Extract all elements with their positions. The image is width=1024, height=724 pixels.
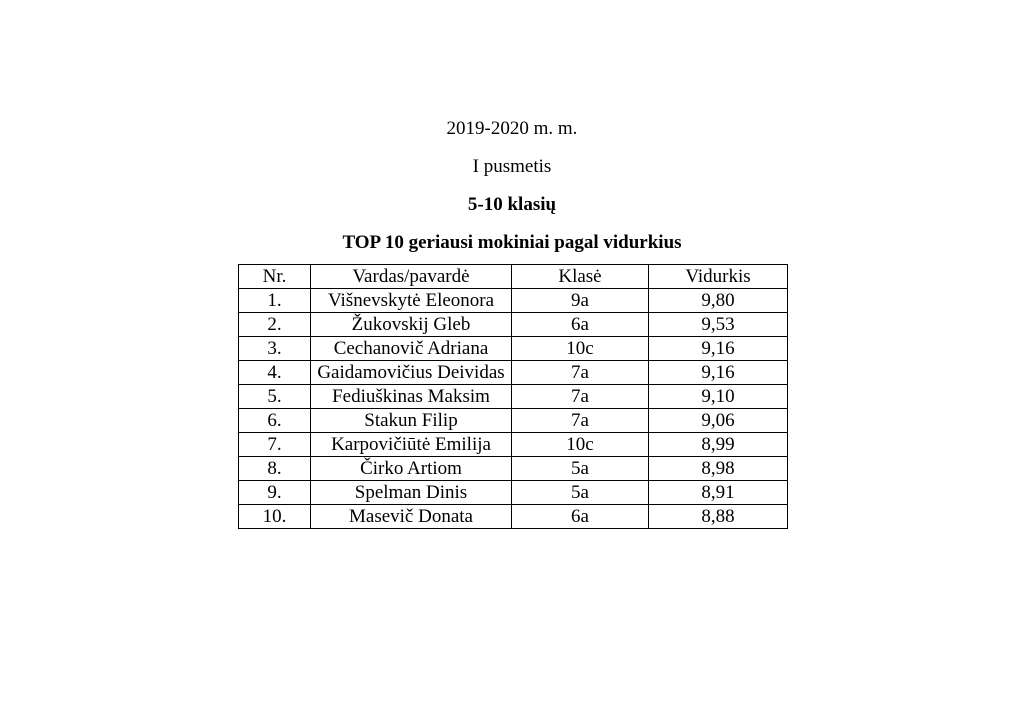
cell-name: Spelman Dinis [311,481,512,505]
cell-class: 10c [512,337,649,361]
cell-average: 9,16 [649,361,788,385]
table-row [239,433,788,457]
cell-average: 8,88 [649,505,788,529]
cell-nr: 9. [239,481,311,505]
table-title: TOP 10 geriausi mokiniai pagal vidurkius [342,232,682,253]
cell-nr: 5. [239,385,311,409]
table-row [239,385,788,409]
cell-class: 7a [512,361,649,385]
cell-class: 5a [512,457,649,481]
cell-name: Čirko Artiom [311,457,512,481]
cell-class: 10c [512,433,649,457]
cell-class: 7a [512,385,649,409]
cell-nr: 6. [239,409,311,433]
cell-nr: 8. [239,457,311,481]
column-header-class: Klasė [512,265,649,289]
table-row [239,505,788,529]
cell-nr: 7. [239,433,311,457]
grades-heading: 5-10 klasių [467,194,557,215]
column-header-nr: Nr. [239,265,311,289]
cell-average: 9,80 [649,289,788,313]
cell-average: 9,06 [649,409,788,433]
table-row [239,361,788,385]
cell-nr: 3. [239,337,311,361]
cell-average: 8,99 [649,433,788,457]
cell-average: 8,91 [649,481,788,505]
school-year-heading: 2019-2020 m. m. [446,118,578,139]
table-row [239,289,788,313]
cell-average: 9,16 [649,337,788,361]
cell-name: Fediuškinas Maksim [311,385,512,409]
cell-name: Karpovičiūtė Emilija [311,433,512,457]
cell-class: 9a [512,289,649,313]
cell-average: 9,10 [649,385,788,409]
cell-nr: 4. [239,361,311,385]
cell-name: Žukovskij Gleb [311,313,512,337]
column-header-average: Vidurkis [649,265,788,289]
column-header-name: Vardas/pavardė [311,265,512,289]
cell-name: Višnevskytė Eleonora [311,289,512,313]
cell-class: 6a [512,505,649,529]
cell-nr: 10. [239,505,311,529]
cell-name: Masevič Donata [311,505,512,529]
table-header-row [239,265,788,289]
table-row [239,337,788,361]
cell-class: 5a [512,481,649,505]
cell-nr: 2. [239,313,311,337]
cell-nr: 1. [239,289,311,313]
cell-average: 9,53 [649,313,788,337]
cell-class: 7a [512,409,649,433]
table-row [239,481,788,505]
table-row [239,457,788,481]
table-row [239,313,788,337]
table-row [239,409,788,433]
term-heading: I pusmetis [472,156,552,177]
cell-name: Gaidamovičius Deividas [311,361,512,385]
top-students-table [238,264,788,529]
cell-name: Stakun Filip [311,409,512,433]
cell-average: 8,98 [649,457,788,481]
cell-name: Cechanovič Adriana [311,337,512,361]
cell-class: 6a [512,313,649,337]
